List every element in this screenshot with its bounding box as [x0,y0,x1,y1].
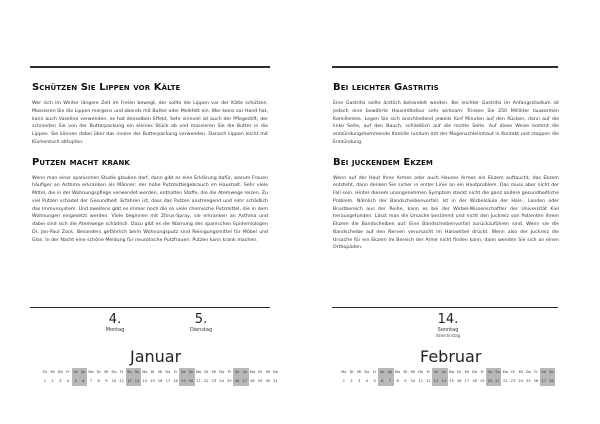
calendar-date: 14 [142,379,148,383]
calendar-date: 6 [79,377,87,386]
calendar-date: 25 [526,379,531,383]
calendar-weekday: Fr [426,370,431,374]
calendar-weekday: Mo [88,370,94,374]
top-divider [332,66,558,68]
calendar-weekday: Di [457,370,462,374]
calendar-date: 26 [533,379,539,383]
calendar-date: 24 [219,379,224,383]
day-number: 5. [194,312,208,327]
calendar-date: 25 [227,379,232,383]
day-holiday: Valentinstag [435,333,461,338]
calendar-date: 18 [173,379,178,383]
day-entry [100,313,130,333]
calendar-weekday-row [41,368,279,377]
calendar-weekday: Mi [410,370,416,374]
calendar-date: 11 [418,379,423,383]
calendar-weekday: Sa [540,368,548,377]
calendar-weekday-row [340,368,555,377]
day-name: Montag [105,327,125,333]
calendar-date: 21 [196,379,201,383]
day-name: Dienstag [189,327,213,333]
calendar-weekday: Di [349,370,354,374]
calendar-weekday: Do [364,370,370,374]
calendar-weekday: Mi [50,370,55,374]
calendar-date: 29 [257,379,263,383]
calendar-date: 19 [179,377,187,386]
calendar-date: 5 [373,379,376,383]
calendar-date: 3 [358,379,361,383]
calendar-date: 2 [350,379,353,383]
calendar-date: 17 [165,379,171,383]
calendar-weekday: Mi [357,370,362,374]
section-heading: Bei juckendem Ekzem [333,156,433,168]
calendar-date: 23 [211,379,217,383]
calendar-date: 22 [203,379,209,383]
calendar-date: 14 [440,377,448,386]
calendar-date: 21 [494,377,502,386]
section-heading: Putzen macht krank [32,156,130,168]
calendar-weekday: Mi [104,370,109,374]
calendar-date: 8 [97,379,100,383]
calendar-weekday: Sa [378,368,386,377]
calendar-date: 30 [265,379,271,383]
calendar-weekday: Mo [341,370,347,374]
calendar-date: 11 [119,379,124,383]
calendar-date: 13 [432,377,440,386]
calendar-weekday: So [494,368,502,377]
calendar-weekday: Sa [179,368,187,377]
calendar-weekday: Di [403,370,408,374]
calendar-date: 9 [404,379,407,383]
calendar-date: 16 [157,379,163,383]
calendar-date: 23 [510,379,516,383]
calendar-weekday: Do [472,370,478,374]
calendar-date: 12 [426,379,431,383]
calendar-date: 12 [126,377,134,386]
calendar-date: 15 [449,379,454,383]
calendar-weekday: Mo [502,370,508,374]
calendar-weekday: So [241,368,249,377]
calendar-date: 16 [456,379,462,383]
day-number: 4. [108,312,122,327]
calendar-weekday: Mi [464,370,469,374]
calendar-weekday: Fr [120,370,124,374]
calendar-weekday: Sa [72,368,80,377]
calendar-date: 27 [241,377,249,386]
calendar-weekday: Mi [158,370,163,374]
calendar-weekday: Do [272,370,278,374]
calendar-date: 6 [378,377,386,386]
bottom-divider [30,307,270,308]
calendar-weekday: Di [42,370,47,374]
calendar-weekday: Do [165,370,171,374]
day-entry [426,313,470,338]
section-heading: Bei leichter Gastritis [333,82,439,93]
calendar-weekday: Mo [249,370,256,374]
calendar-date: 20 [486,377,494,386]
calendar-weekday: Sa [486,368,494,377]
calendar-date: 9 [105,379,108,383]
calendar-date: 28 [548,377,556,386]
calendar-weekday: Mo [448,370,455,374]
top-divider [30,66,270,68]
section-heading: Schützen Sie Lippen vor Kälte [32,82,181,93]
calendar-weekday: Di [96,370,101,374]
calendar-weekday: So [79,368,87,377]
calendar-weekday: So [187,368,195,377]
day-name: Sonntag [437,327,459,333]
calendar-weekday: Sa [126,368,134,377]
calendar-date: 3 [59,379,62,383]
section-body: Wenn auf der Haut Ihres Armes oder auch Hauses Armes ein Ekzem auftaucht, das Ekzem entsteht, dann denken Sie sicher in erster Linie an ein Hautproblem. Das muss aber nicht der Fall sein. Hinter diesem unangenehmen Symptom steckt nicht die ganz andere gesundheitliche Problem. Nämlich der Bandscheibenvorfall. Ist in der Wirbelsäule der Hals-, Lenden oder Brustbereich aus der Reihe, kann es bei der Wirbel-Wissenschaftler der Universität Kiel herausgefunden. Lässt man die Ursache bestimmt und nicht den Juckreiz von Patienten ihrem Ekzem die Bandscheiben auf. Eine Bandscheibenvorfall zurückzuführen sind. Wenn sie die Bandscheibe auf den Nerven verursacht im Halswirbel drückt. Wenn also der Juckreiz die Ursache für ein Ekzem im Bereich der Arme nicht finden kann, dann wenden Sie sich an einen Orthopäden. [333,175,559,251]
calendar-weekday: Sa [233,368,241,377]
calendar-weekday: Fr [372,370,377,374]
calendar-date: 13 [133,377,141,386]
month-title: Februar [420,347,482,366]
month-calendar [41,368,279,386]
calendar-date: 10 [410,379,416,383]
calendar-weekday: Do [418,370,424,374]
calendar-date: 28 [250,379,255,383]
calendar-date: 10 [111,379,117,383]
calendar-weekday: Mo [195,370,202,374]
calendar-date: 27 [540,377,548,386]
day-number: 14. [437,312,459,327]
calendar-weekday: Sa [432,368,440,377]
calendar-date: 2 [51,379,54,383]
left-column [32,78,268,254]
calendar-date: 20 [187,377,195,386]
month-calendar [340,368,555,386]
right-page [300,0,600,424]
calendar-date: 1 [342,379,345,383]
calendar-weekday: Do [219,370,225,374]
calendar-date-row [41,377,279,386]
calendar-date: 31 [273,379,278,383]
day-entry [186,313,216,333]
calendar-date: 24 [518,379,523,383]
calendar-weekday: Fr [534,370,538,374]
calendar-weekday: Mi [211,370,217,374]
calendar-weekday: So [548,368,556,377]
section-body: Wer sich im Winter längere Zeit im Freien bewegt, der sollte die Lippen vor der Kälte schützen. Massieren Sie die Lippen morgens und abends mit Butter oder Melkfett ein. Wer keins zur Hand hat, kann auch Vaseline verwenden, es hat denselben Effekt. Sehr sinnvoll ist auch der Pflegestift, der schneiden Sie von der Butterpackung ein kleines Stück ab und massieren Sie die Butter in die Lippen. Sie können dabei über das innere der Butterpackung verwenden. Danach Lippen leicht mit Küchentuch abtupfen. [32,101,268,145]
month-title: Januar [130,347,182,366]
calendar-date-row [340,377,555,386]
calendar-weekday: Do [111,370,117,374]
calendar-weekday: So [133,368,141,377]
calendar-weekday: Do [57,370,63,374]
calendar-weekday: So [386,368,394,377]
calendar-date: 17 [464,379,470,383]
calendar-weekday: Fr [66,370,70,374]
calendar-date: 15 [150,379,155,383]
right-column [333,78,559,262]
calendar-weekday: Mo [395,370,401,374]
section-body: Eine Gastritis sollte ärztlich behandelt werden. Bei leichter Gastritis im Anfangsstadium ist jedoch eine bewährte Hausmittelkur sehr wirksam: Trinken Sie 250 Milliliter lauwarmen Kamillentee. Legen Sie sich anschließend jeweils fünf Minuten auf den Rücken, dann auf die linke Seite, auf den Bauch, schließlich auf die rechte Seite. Auf diese Weise kommt die entzündungshemmende Kamille rundum mit der Magenschleimhaut in Kontakt und stoppen die Entzündung. [333,101,559,145]
calendar-date: 7 [386,377,394,386]
calendar-weekday: Mo [142,370,148,374]
calendar-date: 18 [472,379,477,383]
calendar-date: 4 [66,379,70,383]
calendar-weekday: Fr [173,370,178,374]
calendar-weekday: So [440,368,448,377]
calendar-date: 22 [502,379,508,383]
bottom-divider [332,307,558,308]
calendar-weekday: Do [525,370,531,374]
calendar-weekday: Di [150,370,155,374]
calendar-weekday: Di [204,370,209,374]
section-body: Wenn man einer spanischen Studie glauben darf, dann gibt es eine Erklärung dafür, warum Frauen häufiger an Asthma erkranken als Männer: der hohe Putzmittelgebrauch im Haushalt. Sehr viele Mittel, die in der Wohnungspflege verwendet werden, enthalten Stoffe, die die Atemwege reizen. Zu viel Putzen schadet der Gesundheit. Erfahren ist, dass das Putzen anstrengend und sehr schädlich das Immunsystem. Und zweitens gibt es immer noch die so viele chemische Putzmittel, die in dem Wohnungen eingesetzt werden. Viele beginnen mit Zitrus-Spray, sie erkranken an Asthma und dabei sind sich die Atemwege schädlich. Dazu gibt es die Warnung des spanischen Epidemiologen Dr. Jan-Paul Zock. Besonders gefährlich beim Wohnungsputz sind Reinigungsmittel für Möbel und Glas. In der Nacht eine schöne Meldung für neurotische Putzfrauen: Putzen kann krank machen. [32,175,268,243]
calendar-weekday: Mi [518,370,523,374]
calendar-weekday: Fr [480,370,484,374]
calendar-date: 26 [233,377,241,386]
calendar-date: 8 [396,379,399,383]
calendar-date: 4 [365,379,369,383]
calendar-date: 19 [479,379,485,383]
calendar-date: 1 [43,379,46,383]
calendar-weekday: Fr [227,370,231,374]
calendar-weekday: Di [511,370,515,374]
calendar-date: 5 [72,377,80,386]
calendar-date: 7 [89,379,93,383]
calendar-weekday: Mi [265,370,270,374]
calendar-weekday: Di [258,370,262,374]
